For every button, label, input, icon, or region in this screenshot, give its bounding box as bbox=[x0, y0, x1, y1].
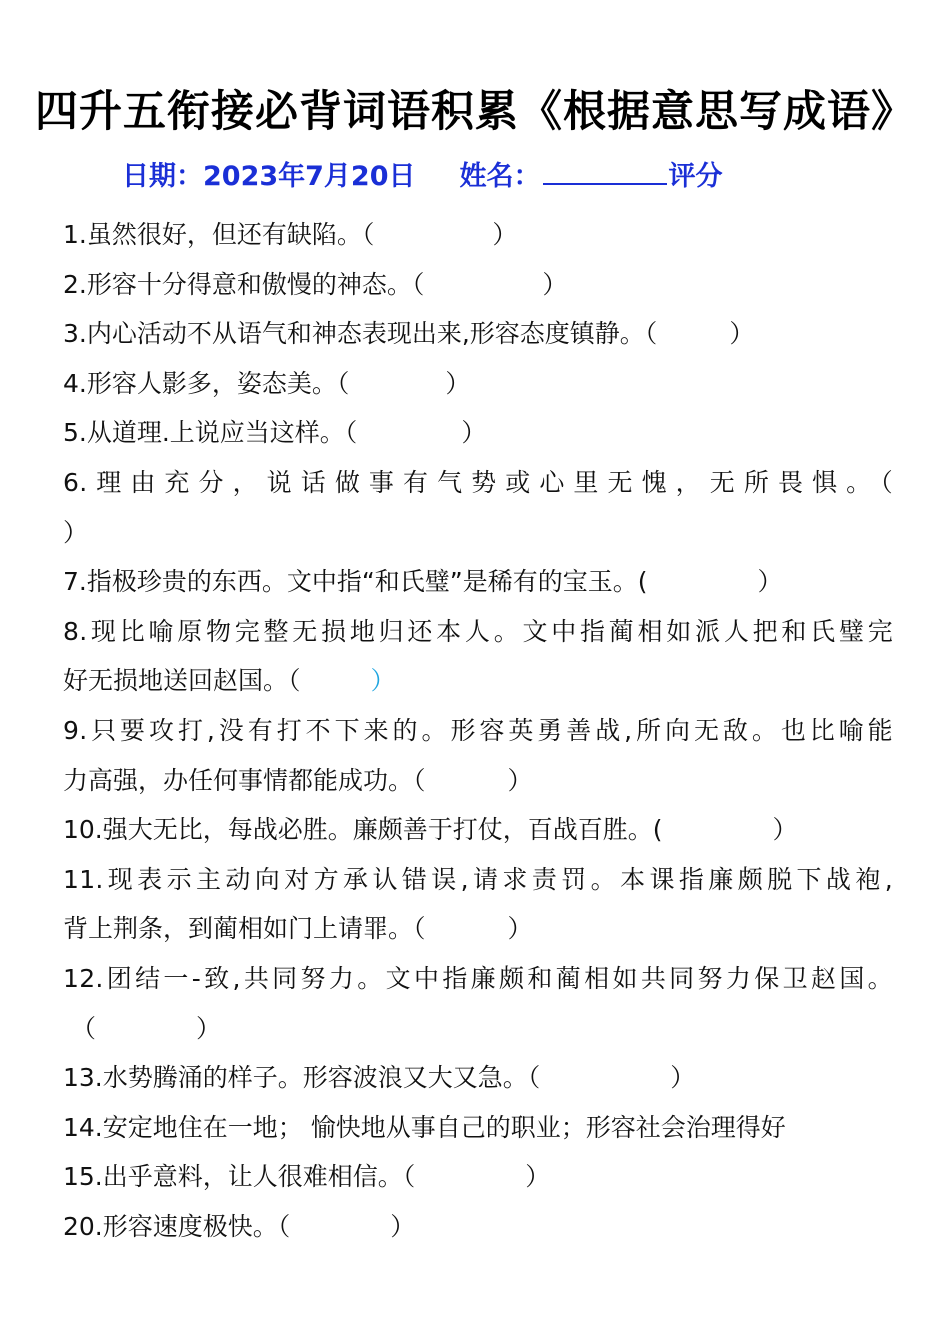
question-list bbox=[63, 210, 893, 1251]
question-2 bbox=[63, 260, 893, 310]
date-label: 日期：2023年7月20日 bbox=[122, 161, 416, 192]
question-text: 1.虽然很好，但还有缺陷。（ bbox=[63, 220, 375, 249]
question-text: 12.团结一-致,共同努力。文中指廉颇和蔺相如共同努力保卫赵国。 bbox=[63, 963, 893, 993]
question-text: 8.现比喻原物完整无损地归还本人。文中指蔺相如派人把和氏璧完 bbox=[63, 616, 893, 646]
close-paren: ） bbox=[670, 1063, 696, 1093]
close-paren: ） bbox=[507, 765, 533, 795]
question-6-cont bbox=[63, 508, 893, 558]
question-text: 20.形容速度极快。（ bbox=[63, 1211, 291, 1241]
question-text: 5.从道理.上说应当这样。（ bbox=[63, 418, 358, 448]
question-10 bbox=[63, 805, 893, 855]
question-12-cont bbox=[63, 1004, 893, 1054]
question-text: 15.出乎意料，让人很难相信。（ bbox=[63, 1162, 416, 1192]
page-title: 四升五衔接必背词语积累《根据意思写成语》 bbox=[35, 87, 915, 137]
question-8 bbox=[63, 607, 893, 657]
question-14 bbox=[63, 1103, 893, 1153]
close-paren: ） bbox=[370, 666, 396, 696]
question-text: 7.指极珍贵的东西。文中指“和氏璧”是稀有的宝玉。( bbox=[63, 567, 648, 597]
question-13 bbox=[63, 1053, 893, 1103]
close-paren: ） bbox=[772, 815, 798, 845]
close-paren: ） bbox=[525, 1162, 551, 1192]
close-paren: ） bbox=[390, 1211, 416, 1241]
close-paren: ） bbox=[445, 368, 471, 398]
question-text: 13.水势腾涌的样子。形容波浪又大又急。（ bbox=[63, 1063, 541, 1093]
question-7 bbox=[63, 557, 893, 607]
close-paren: ） bbox=[492, 220, 518, 249]
question-text: 好无损地送回赵国。（ bbox=[63, 666, 301, 696]
question-text: 14.安定地住在一地； 愉快地从事自己的职业；形容社会治理得好 bbox=[63, 1112, 786, 1142]
question-6 bbox=[63, 458, 893, 508]
question-11-cont bbox=[63, 904, 893, 954]
question-5 bbox=[63, 408, 893, 458]
question-text: 力高强，办任何事情都能成功。（ bbox=[63, 765, 426, 795]
question-3 bbox=[63, 309, 893, 359]
close-paren: ） bbox=[542, 269, 568, 299]
open-paren: （ bbox=[71, 1013, 97, 1043]
name-label: 姓名： bbox=[459, 161, 541, 192]
question-text: 6.理由充分，说话做事有气势或心里无愧，无所畏惧。（ bbox=[63, 467, 893, 497]
close-paren: ） bbox=[196, 1013, 222, 1043]
question-text: 2.形容十分得意和傲慢的神态。（ bbox=[63, 269, 425, 299]
close-paren: ） bbox=[507, 914, 533, 944]
close-paren: ） bbox=[729, 319, 755, 349]
close-paren: ） bbox=[461, 418, 487, 448]
score-label: 评分 bbox=[668, 161, 723, 192]
close-paren: ） bbox=[757, 567, 783, 597]
question-15 bbox=[63, 1152, 893, 1202]
question-9-cont bbox=[63, 756, 893, 806]
question-text: 10.强大无比，每战必胜。廉颇善于打仗，百战百胜。( bbox=[63, 815, 663, 845]
name-blank[interactable] bbox=[543, 159, 667, 185]
header-info bbox=[122, 154, 723, 193]
question-1 bbox=[63, 210, 893, 260]
question-text: 背上荆条，到蔺相如门上请罪。（ bbox=[63, 914, 426, 944]
question-text: 4.形容人影多，姿态美。（ bbox=[63, 368, 350, 398]
question-9 bbox=[63, 706, 893, 756]
question-12 bbox=[63, 954, 893, 1004]
question-8-cont bbox=[63, 656, 893, 706]
question-text: 3.内心活动不从语气和神态表现出来,形容态度镇静。（ bbox=[63, 319, 658, 349]
question-4 bbox=[63, 359, 893, 409]
question-11 bbox=[63, 855, 893, 905]
question-text: 9.只要攻打,没有打不下来的。形容英勇善战,所向无敌。也比喻能 bbox=[63, 715, 893, 745]
question-text: 11.现表示主动向对方承认错误,请求责罚。本课指廉颇脱下战袍, bbox=[63, 864, 893, 894]
close-paren: ） bbox=[63, 517, 89, 547]
question-20 bbox=[63, 1202, 893, 1252]
